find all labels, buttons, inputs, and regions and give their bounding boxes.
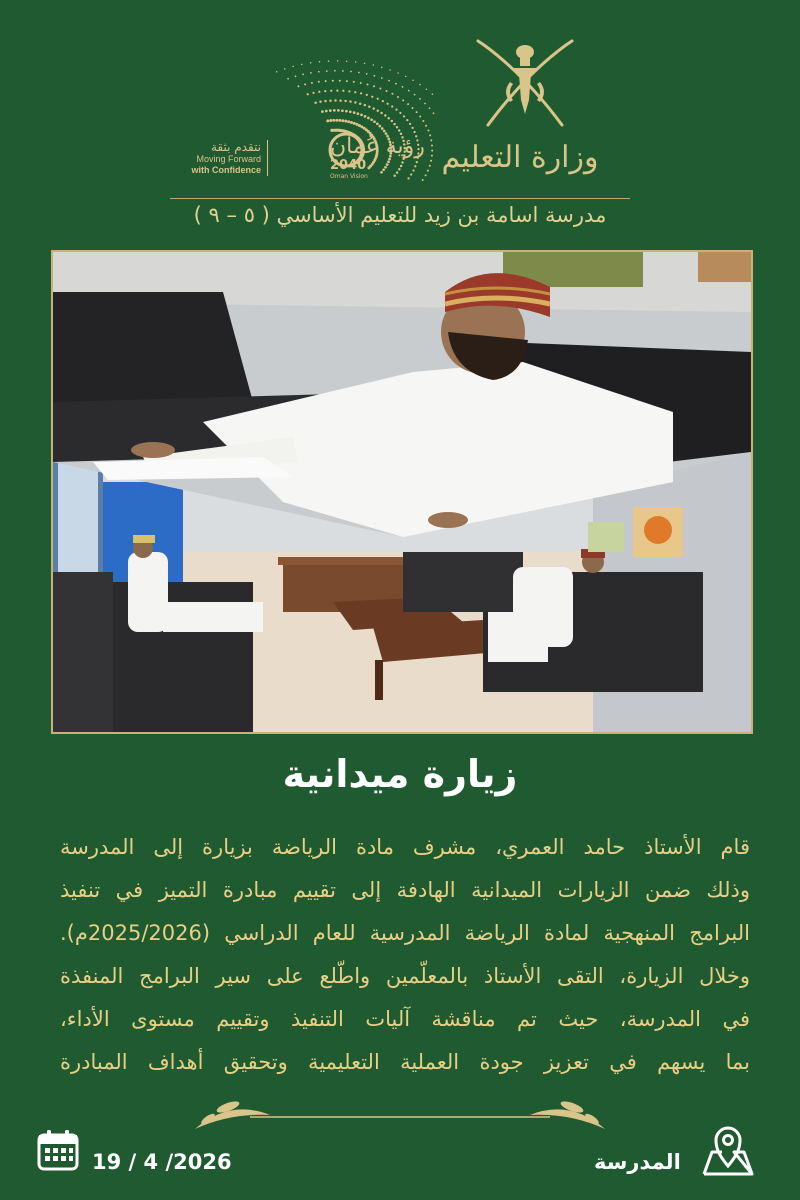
logo-dot: [395, 83, 397, 85]
logo-dot: [301, 64, 303, 66]
logo-dot: [342, 90, 344, 92]
logo-dot: [319, 101, 321, 103]
logo-dot: [336, 89, 338, 91]
logo-dot: [419, 116, 421, 118]
location-text: المدرسة: [594, 1150, 681, 1174]
logo-dot: [408, 90, 410, 92]
logo-dot: [429, 165, 431, 167]
logo-dot: [427, 170, 429, 172]
logo-dot: [381, 127, 384, 130]
oman-emblem-icon: [470, 30, 580, 140]
logo-dot: [409, 123, 411, 125]
logo-dot: [377, 109, 379, 111]
logo-dot: [337, 109, 340, 112]
logo-dot: [367, 117, 370, 120]
calendar-icon: [36, 1128, 80, 1172]
logo-dot: [329, 119, 332, 122]
logo-dot: [346, 80, 348, 82]
logo-dot: [368, 105, 370, 107]
logo-dot: [350, 71, 352, 73]
logo-dot: [372, 107, 374, 109]
logo-dot: [430, 160, 432, 162]
logo-dot: [319, 61, 321, 63]
logo-dot: [339, 99, 341, 101]
school-name: مدرسة اسامة بن زيد للتعليم الأساسي ( ٥ – ٩ ): [193, 203, 607, 227]
logo-dot: [429, 134, 431, 136]
logo-dot: [412, 80, 414, 82]
logo-dot: [326, 70, 328, 72]
logo-dot: [403, 115, 405, 117]
logo-dot: [386, 103, 388, 105]
logo-dot: [341, 109, 344, 112]
logo-dot: [430, 139, 432, 141]
logo-dot: [355, 61, 357, 63]
logo-dot: [374, 75, 376, 77]
logo-dot: [345, 110, 348, 113]
logo-dot: [358, 72, 360, 74]
date-text: 19 / 4 /2026: [92, 1150, 232, 1174]
article-title: زيارة ميدانية: [282, 752, 518, 796]
logo-dot: [413, 131, 415, 133]
logo-dot: [321, 110, 324, 113]
logo-dot: [342, 70, 344, 72]
visit-photo: [51, 250, 753, 734]
logo-dot: [329, 99, 331, 101]
article-line: وخلال الزيارة، التقى الأستاذ بالمعلّمين واطّلع على سير البرامج المنفذة: [60, 964, 750, 988]
logo-dot: [419, 98, 421, 100]
logo-dot: [391, 105, 393, 107]
logo-dot: [412, 107, 414, 109]
ministry-name: وزارة التعليم: [441, 140, 599, 175]
logo-dot: [391, 120, 393, 122]
logo-dot: [324, 100, 326, 102]
logo-dot: [373, 64, 375, 66]
logo-dot: [431, 155, 433, 157]
logo-dot: [356, 123, 359, 126]
logo-dot: [416, 111, 418, 113]
logo-dot: [366, 94, 368, 96]
logo-dot: [402, 99, 404, 101]
article-body: [60, 826, 750, 1084]
logo-dot: [431, 145, 433, 147]
logo-dot: [364, 104, 366, 106]
logo-dot: [378, 125, 381, 128]
tagline-english-line2: with Confidence: [191, 165, 261, 175]
logo-dot: [335, 119, 338, 122]
photo-collage: [53, 252, 751, 732]
logo-dot: [353, 111, 356, 114]
logo-dot: [425, 125, 427, 127]
logo-dot: [330, 129, 333, 132]
logo-dot: [359, 102, 361, 104]
logo-dot: [312, 92, 314, 94]
logo-dot: [360, 114, 363, 117]
logo-dot: [376, 122, 379, 125]
tagline-english-line1: Moving Forward: [196, 154, 261, 164]
logo-dot: [387, 117, 389, 119]
logo-dot: [399, 112, 401, 114]
vision-wordmark: [330, 135, 425, 181]
logo-dot: [373, 120, 376, 123]
logo-dot: [422, 120, 424, 122]
logo-dot: [397, 72, 399, 74]
logo-dot: [425, 174, 427, 176]
logo-dot: [346, 60, 348, 62]
logo-dot: [338, 119, 341, 122]
logo-dot: [354, 101, 356, 103]
logo-dot: [347, 120, 350, 123]
logo-dot: [432, 93, 434, 95]
logo-dot: [366, 73, 368, 75]
logo-dot: [429, 107, 431, 109]
logo-dot: [433, 112, 435, 114]
logo-dot: [391, 93, 393, 95]
logo-dot: [311, 82, 313, 84]
logo-dot: [388, 80, 390, 82]
logo-dot: [330, 90, 332, 92]
logo-dot: [383, 130, 386, 133]
logo-dot: [407, 103, 409, 105]
vision-year: 2040: [330, 158, 367, 173]
tagline-arabic: نتقدم بثقة: [210, 140, 261, 154]
logo-dot: [382, 100, 384, 102]
logo-dot: [353, 81, 355, 83]
logo-dot: [402, 86, 404, 88]
logo-dot: [431, 150, 433, 152]
logo-dot: [398, 129, 400, 131]
logo-dot: [332, 119, 335, 122]
logo-dot: [411, 127, 413, 129]
logo-dot: [380, 112, 382, 114]
map-pin-icon: [698, 1122, 758, 1178]
logo-dot: [328, 60, 330, 62]
logo-dot: [371, 96, 373, 98]
logo-dot: [325, 80, 327, 82]
logo-dot: [304, 83, 306, 85]
article-line: بما يسهم في تعزيز جودة العملية التعليمية وتحقيق أهداف المبادرة: [60, 1050, 750, 1074]
logo-dot: [360, 82, 362, 84]
logo-dot: [419, 84, 421, 86]
article-line: في المدرسة، حيث تم مناقشة آليات التنفيذ وتقييم مستوى الأداء،: [60, 1007, 750, 1031]
logo-dot: [389, 69, 391, 71]
logo-dot: [349, 100, 351, 102]
logo-dot: [373, 85, 375, 87]
vision-arabic: رؤية عُمان: [330, 134, 425, 159]
logo-dot: [339, 80, 341, 82]
logo-dot: [333, 109, 336, 112]
logo-dot: [397, 96, 399, 98]
logo-dot: [295, 76, 297, 78]
logo-dot: [379, 88, 381, 90]
logo-dot: [395, 108, 397, 110]
logo-dot: [384, 114, 386, 116]
logo-dot: [427, 130, 429, 132]
header: [0, 0, 800, 250]
logo-dot: [381, 77, 383, 79]
logo-dot: [292, 66, 294, 68]
logo-dot: [377, 98, 379, 100]
logo-dot: [329, 109, 332, 112]
article-line: البرامج المنهجية لمادة الرياضة المدرسية للعام الدراسي (2025/2026م).: [60, 921, 750, 945]
logo-dot: [318, 81, 320, 83]
logo-dot: [424, 103, 426, 105]
logo-dot: [337, 60, 339, 62]
logo-dot: [314, 101, 316, 103]
logo-dot: [414, 94, 416, 96]
logo-dot: [310, 72, 312, 74]
logo-dot: [302, 74, 304, 76]
logo-dot: [318, 91, 320, 93]
logo-dot: [298, 85, 300, 87]
logo-dot: [341, 119, 344, 122]
footer-location: [590, 1122, 770, 1178]
logo-dot: [370, 118, 373, 121]
vision-subtitle: Oman Vision: [330, 173, 368, 180]
header-divider: [170, 198, 630, 199]
logo-dot: [360, 92, 362, 94]
logo-dot: [354, 91, 356, 93]
logo-dot: [393, 123, 395, 125]
logo-dot: [405, 76, 407, 78]
logo-dot: [348, 90, 350, 92]
logo-dot: [334, 99, 336, 101]
logo-dot: [386, 90, 388, 92]
footer-date: [36, 1128, 296, 1178]
tagline: [158, 140, 268, 176]
logo-dot: [325, 110, 328, 113]
logo-dot: [364, 115, 367, 118]
logo-dot: [310, 62, 312, 64]
logo-dot: [334, 70, 336, 72]
logo-dot: [326, 119, 329, 122]
article-line: قام الأستاذ حامد العمري، مشرف مادة الرياضة بزيارة إلى المدرسة: [60, 835, 750, 859]
logo-dot: [276, 71, 278, 73]
logo-dot: [284, 68, 286, 70]
logo-dot: [381, 66, 383, 68]
logo-dot: [396, 126, 398, 128]
logo-dot: [353, 122, 356, 125]
logo-dot: [344, 100, 346, 102]
logo-dot: [324, 90, 326, 92]
logo-dot: [357, 112, 360, 115]
logo-dot: [349, 110, 352, 113]
logo-dot: [426, 88, 428, 90]
logo-dot: [332, 80, 334, 82]
logo-dot: [307, 93, 309, 95]
logo-dot: [350, 121, 353, 124]
logo-dot: [344, 120, 347, 123]
logo-dot: [318, 71, 320, 73]
article-line: وذلك ضمن الزيارات الميدانية الهادفة إلى تقييم مبادرة التميز في تنفيذ: [60, 878, 750, 902]
logo-dot: [364, 63, 366, 65]
logo-dot: [367, 84, 369, 86]
logo-dot: [406, 119, 408, 121]
logo-dot: [287, 78, 289, 80]
